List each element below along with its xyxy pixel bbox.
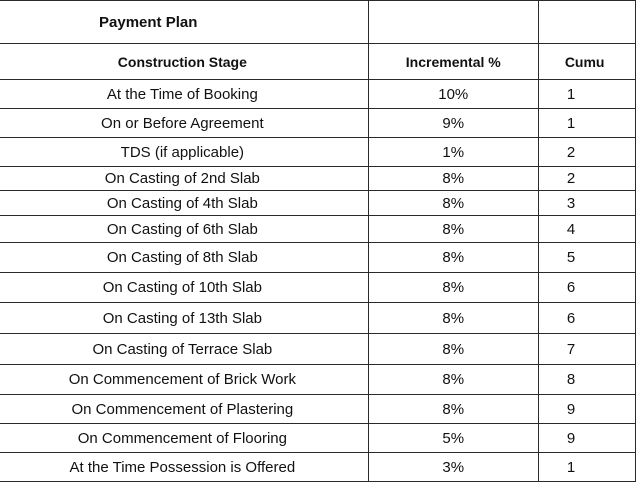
stage-cell: On Casting of 2nd Slab (0, 167, 368, 191)
title-empty-cell (538, 1, 635, 44)
table-row (0, 109, 636, 138)
cumulative-cell: 4 (538, 216, 635, 243)
table-row (0, 80, 636, 109)
cumulative-cell: 9 (538, 424, 635, 453)
stage-cell: On Casting of 8th Slab (0, 243, 368, 273)
cumulative-cell: 1 (538, 80, 635, 109)
cumulative-cell: 2 (538, 167, 635, 191)
cumulative-cell: 2 (538, 138, 635, 167)
cumulative-cell: 7 (538, 334, 635, 365)
table-row (0, 138, 636, 167)
cumulative-cell: 5 (538, 243, 635, 273)
cumulative-cell: 9 (538, 395, 635, 424)
stage-cell: On Commencement of Plastering (0, 395, 368, 424)
cumulative-cell: 8 (538, 365, 635, 395)
stage-cell: On Commencement of Brick Work (0, 365, 368, 395)
table-row (0, 365, 636, 395)
header-cumulative: Cumu (538, 44, 635, 80)
table-row (0, 191, 636, 216)
cumulative-cell: 6 (538, 303, 635, 334)
incremental-cell: 1% (368, 138, 538, 167)
header-construction-stage: Construction Stage (0, 44, 368, 80)
incremental-cell: 8% (368, 334, 538, 365)
table-row (0, 216, 636, 243)
cumulative-cell: 6 (538, 273, 635, 303)
incremental-cell: 8% (368, 191, 538, 216)
header-row (0, 44, 636, 80)
table-row (0, 395, 636, 424)
table-row (0, 243, 636, 273)
stage-cell: On or Before Agreement (0, 109, 368, 138)
stage-cell: On Casting of 4th Slab (0, 191, 368, 216)
table-row (0, 334, 636, 365)
title-row (0, 1, 636, 44)
incremental-cell: 5% (368, 424, 538, 453)
incremental-cell: 3% (368, 453, 538, 482)
table-row (0, 424, 636, 453)
stage-cell: On Commencement of Flooring (0, 424, 368, 453)
header-incremental: Incremental % (368, 44, 538, 80)
table-title: Payment Plan (0, 1, 368, 44)
title-empty-cell (368, 1, 538, 44)
cumulative-cell: 3 (538, 191, 635, 216)
stage-cell: On Casting of 10th Slab (0, 273, 368, 303)
incremental-cell: 8% (368, 365, 538, 395)
incremental-cell: 10% (368, 80, 538, 109)
payment-rows (0, 80, 636, 482)
incremental-cell: 8% (368, 216, 538, 243)
stage-cell: At the Time Possession is Offered (0, 453, 368, 482)
stage-cell: On Casting of Terrace Slab (0, 334, 368, 365)
incremental-cell: 8% (368, 273, 538, 303)
incremental-cell: 8% (368, 243, 538, 273)
cumulative-cell: 1 (538, 109, 635, 138)
incremental-cell: 9% (368, 109, 538, 138)
stage-cell: At the Time of Booking (0, 80, 368, 109)
table-row (0, 273, 636, 303)
incremental-cell: 8% (368, 395, 538, 424)
incremental-cell: 8% (368, 167, 538, 191)
cumulative-cell: 1 (538, 453, 635, 482)
incremental-cell: 8% (368, 303, 538, 334)
stage-cell: TDS (if applicable) (0, 138, 368, 167)
table-row (0, 303, 636, 334)
stage-cell: On Casting of 6th Slab (0, 216, 368, 243)
table-row (0, 453, 636, 482)
stage-cell: On Casting of 13th Slab (0, 303, 368, 334)
table-row (0, 167, 636, 191)
